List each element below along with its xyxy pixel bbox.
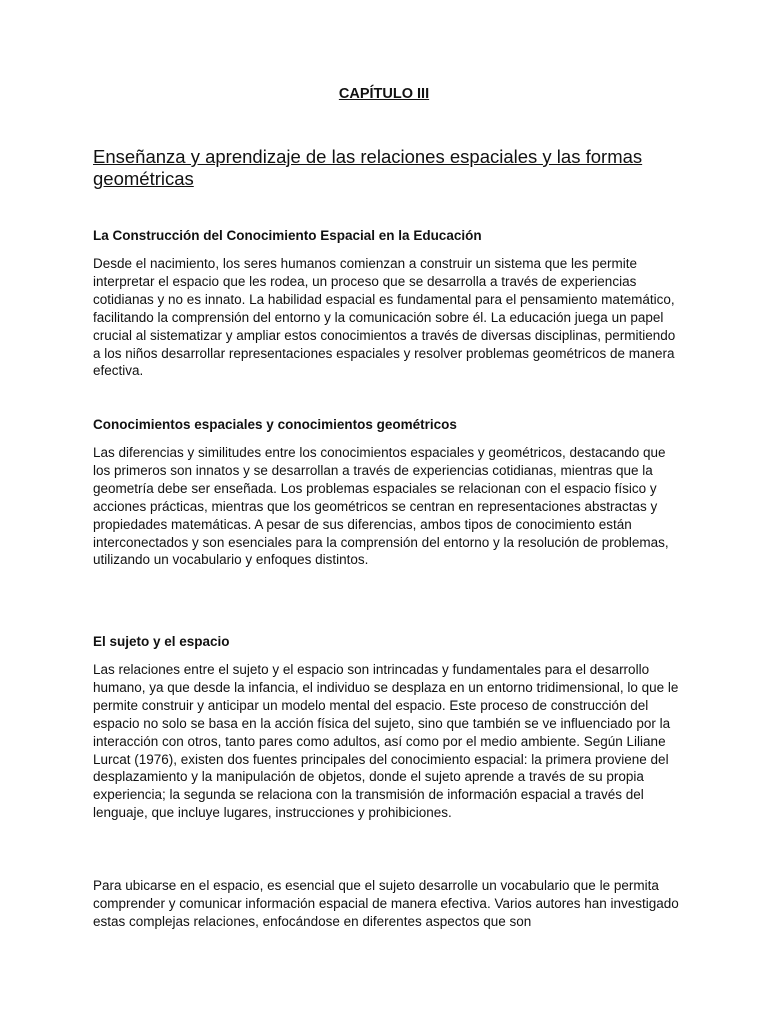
section-heading: La Construcción del Conocimiento Espacial en la Educación — [93, 228, 482, 243]
chapter-label: CAPÍTULO III — [338, 86, 430, 102]
section-heading: El sujeto y el espacio — [93, 634, 230, 649]
section-heading: Conocimientos espaciales y conocimientos geométricos — [93, 417, 457, 432]
chapter-title: Enseñanza y aprendizaje de las relaciones espaciales y las formas geométricas — [93, 146, 643, 189]
section-paragraph: Las diferencias y similitudes entre los conocimientos espaciales y geométricos, destacando que los primeros son innatos y se desarrollan a través de experiencias cotidianas, mientras que la geometría debe ser enseñada. Los problemas espaciales se relacionan con el espacio físico y acciones prácticas, mientras que los geométricos se centran en representaciones abstractas y propiedades matemáticas. A pesar de sus diferencias, ambos tipos de conocimiento están interconectados y son esenciales para la comprensión del entorno y la resolución de problemas, utilizando un vocabulario y enfoques distintos. — [93, 445, 669, 568]
section-paragraph: Desde el nacimiento, los seres humanos comienzan a construir un sistema que les permite interpretar el espacio que les rodea, un proceso que se desarrolla a través de experiencias cotidianas y no es innato. La habilidad espacial es fundamental para el pensamiento matemático, facilitando la comprensión del entorno y la comunicación sobre él. La educación juega un papel crucial al sistematizar y ampliar estos conocimientos a través de diversas disciplinas, permitiendo a los niños desarrollar representaciones espaciales y resolver problemas geométricos de manera efectiva. — [93, 256, 676, 379]
section-paragraph: Las relaciones entre el sujeto y el espacio son intrincadas y fundamentales para el desarrollo humano, ya que desde la infancia, el individuo se desplaza en un entorno tridimensional, lo que le permite construir y anticipar un modelo mental del espacio. Este proceso de construcción del espacio no solo se basa en la acción física del sujeto, sino que también se ve influenciado por la interacción con otros, tanto pares como adultos, así como por el medio ambiente. Según Liliane Lurcat (1976), existen dos fuentes principales del conocimiento espacial: la primera proviene del desplazamiento y la manipulación de objetos, donde el sujeto aprende a través de su propia experiencia; la segunda se relaciona con la transmisión de información espacial a través del lenguaje, que incluye lugares, instrucciones y prohibiciones. — [93, 662, 679, 821]
section-paragraph: Para ubicarse en el espacio, es esencial que el sujeto desarrolle un vocabulario que le permita comprender y comunicar información espacial de manera efectiva. Varios autores han investigado estas complejas relaciones, enfocándose en diferentes aspectos que son — [93, 878, 679, 929]
